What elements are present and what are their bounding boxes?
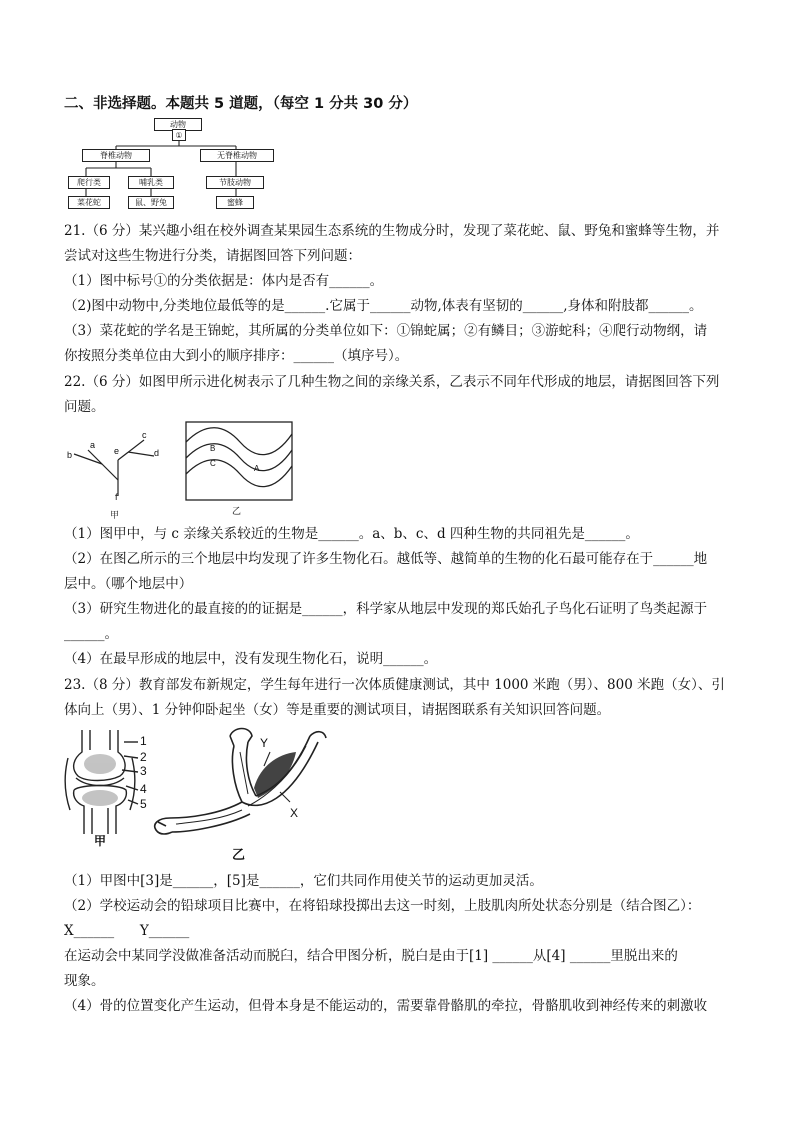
q23-line-4: （2）学校运动会的铅球项目比赛中，在将铅球投掷出去这一时刻，上肢肌肉所处状态分别是（结合图乙）：	[64, 898, 701, 914]
q22-line-3: （1）图甲中，与 c 亲缘关系较近的生物是______。a、b、c、d 四种生物的共同祖先是______。	[64, 526, 639, 542]
stratum-label-B: B	[210, 444, 216, 453]
arm-drawing	[150, 722, 330, 844]
q23-line-8: （4）骨的位置变化产生运动，但骨本身是不能运动的，需要靠骨骼肌的牵拉，骨骼肌收到神经传来的刺激收	[64, 998, 708, 1014]
q23-line-3: （1）甲图中[3]是______，[5]是______，它们共同作用使关节的运动更加灵活。	[64, 873, 543, 889]
arm-figure	[150, 722, 330, 862]
q22-line-4: （2）在图乙所示的三个地层中均发现了许多生物化石。越低等、越简单的生物的化石最可能存在于______地	[64, 551, 708, 567]
tree-marker-box: ①	[172, 129, 186, 141]
joint-caption-jia: 甲	[94, 834, 107, 848]
stratum-figure	[184, 420, 296, 520]
q23-line-7: 现象。	[64, 973, 105, 989]
q22-line-7: ______。	[64, 626, 118, 642]
q23-line-2: 体向上（男）、1 分钟仰卧起坐（女）等是重要的测试项目，请据图联系有关知识回答问题。	[64, 702, 611, 718]
q21-line-3: （1）图中标号①的分类依据是：体内是否有______。	[64, 273, 384, 289]
evo-label-d: d	[154, 448, 160, 458]
tree-reptile-box: 爬行类	[68, 176, 110, 189]
joint-figure	[64, 728, 156, 848]
q22-line-6: （3）研究生物进化的最直接的的证据是______，科学家从地层中发现的郑氏始孔子鸟化石证明了鸟类起源于	[64, 601, 708, 617]
joint-label-4: 4	[140, 782, 147, 796]
tree-vertebrate-box: 脊椎动物	[82, 149, 150, 162]
q22-line-2: 问题。	[64, 399, 105, 415]
q22-line-1: 22.（6 分）如图甲所示进化树表示了几种生物之间的亲缘关系，乙表示不同年代形成的地层，请据图回答下列	[64, 374, 720, 390]
q22-line-5: 层中。（哪个地层中）	[64, 576, 193, 592]
q21-line-6: 你按照分类单位由大到小的顺序排序：______（填序号）。	[64, 348, 409, 364]
arm-caption-yi: 乙	[232, 848, 246, 863]
joint-label-1: 1	[140, 734, 147, 748]
tree-root-box: 动物	[154, 118, 202, 131]
arm-label-X: X	[290, 806, 299, 820]
q23-line-5: X______ Y______	[64, 923, 190, 939]
joint-label-2: 2	[140, 750, 147, 764]
q21-line-4: （2)图中动物中,分类地位最低等的是______.它属于______动物,体表有坚韧的______,身体和附肢都______。	[64, 298, 703, 314]
evolution-tree-figure	[64, 428, 174, 520]
evo-label-e: e	[114, 446, 120, 456]
evo-caption-jia: 甲	[110, 511, 120, 521]
tree-mammal-box: 哺乳类	[128, 176, 174, 189]
classification-tree-figure	[66, 116, 286, 214]
stratum-layers	[184, 420, 296, 510]
q23-line-6: 在运动会中某同学没做准备活动而脱臼，结合甲图分析，脱白是由于[1] ______从[4] ______里脱出来的	[64, 948, 678, 964]
evo-label-a: a	[90, 440, 96, 450]
evo-label-b: b	[67, 450, 73, 460]
stratum-label-C: C	[210, 459, 216, 468]
section-title: 二、非选择题。本题共 5 道题，（每空 1 分共 30 分）	[64, 96, 418, 112]
tree-bee-box: 蜜蜂	[216, 196, 254, 209]
q21-line-5: （3）菜花蛇的学名是王锦蛇，其所属的分类单位如下：①锦蛇属；②有鳞目；③游蛇科；④爬行动物纲，请	[64, 323, 708, 339]
joint-label-3: 3	[140, 764, 147, 778]
evo-label-f: f	[115, 492, 118, 502]
q22-line-8: （4）在最早形成的地层中，没有发现生物化石，说明______。	[64, 651, 438, 667]
joint-label-5: 5	[140, 797, 147, 811]
q23-line-1: 23.（8 分）教育部发布新规定，学生每年进行一次体质健康测试，其中 1000 米跑（男）、800 米跑（女）、引	[64, 677, 725, 693]
evo-label-c: c	[142, 430, 147, 440]
evolution-tree-lines	[64, 428, 174, 520]
arm-label-Y: Y	[260, 736, 269, 750]
stratum-caption-yi: 乙	[232, 507, 242, 517]
q21-line-2: 尝试对这些生物进行分类，请据图回答下列问题：	[64, 248, 361, 264]
tree-arthropod-box: 节肢动物	[206, 176, 264, 189]
stratum-label-A: A	[254, 464, 260, 473]
tree-invertebrate-box: 无脊椎动物	[200, 149, 274, 162]
tree-snake-box: 菜花蛇	[68, 196, 110, 209]
tree-mouse-box: 鼠、野兔	[128, 196, 174, 209]
q21-line-1: 21.（6 分）某兴趣小组在校外调查某果园生态系统的生物成分时，发现了菜花蛇、鼠、野兔和蜜蜂等生物，并	[64, 223, 720, 239]
